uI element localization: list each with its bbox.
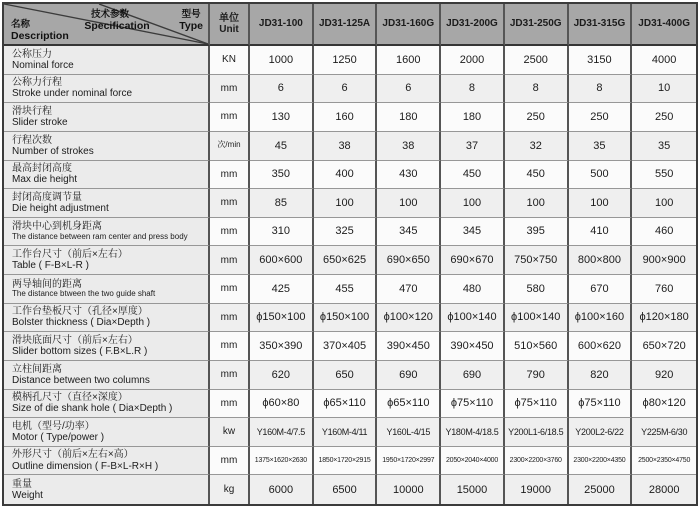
specification-label-en: Specification: [84, 20, 150, 32]
value-cell: 2500×2350×4750: [632, 447, 696, 476]
value-cell: 460: [632, 218, 696, 247]
value-cell: 250: [569, 103, 633, 132]
value-cell: 900×900: [632, 246, 696, 275]
row-label-en: The distance between ram center and press body: [12, 231, 188, 241]
value-cell: 2050×2040×4000: [441, 447, 505, 476]
value-cell: 6000: [250, 475, 314, 504]
row-label-cell: [4, 275, 210, 304]
row-label-en: Number of strokes: [12, 145, 94, 157]
description-label-cn: 名称: [11, 19, 31, 30]
value-cell: 510×560: [505, 332, 569, 361]
value-cell: 690×650: [377, 246, 441, 275]
unit-cell: kg: [210, 475, 250, 504]
row-label-cn: 外形尺寸（前后×左右×高）: [12, 449, 134, 461]
value-cell: Y200L1-6/18.5: [505, 418, 569, 447]
value-cell: 450: [441, 161, 505, 190]
value-cell: 920: [632, 361, 696, 390]
row-label-cell: [4, 332, 210, 361]
value-cell: 8: [569, 75, 633, 104]
row-label-en: Table ( F-B×L-R ): [12, 260, 89, 272]
value-cell: 32: [505, 132, 569, 161]
unit-cell: mm: [210, 103, 250, 132]
row-label-en: Die height adjustment: [12, 202, 109, 214]
spec-table: [2, 2, 698, 506]
model-header-jd31-200g: JD31-200G: [441, 4, 505, 46]
type-label-cn: 型号: [181, 9, 201, 20]
value-cell: 400: [314, 161, 378, 190]
unit-cell: mm: [210, 75, 250, 104]
row-label-cell: [4, 161, 210, 190]
value-cell: 100: [314, 189, 378, 218]
corner-header-cell: [4, 4, 210, 46]
value-cell: ϕ100×140: [505, 304, 569, 333]
row-label-cell: [4, 132, 210, 161]
corner-label-type: [179, 6, 203, 32]
value-cell: 345: [441, 218, 505, 247]
value-cell: 19000: [505, 475, 569, 504]
model-header-jd31-160g: JD31-160G: [377, 4, 441, 46]
value-cell: 100: [441, 189, 505, 218]
unit-cell: mm: [210, 246, 250, 275]
value-cell: 2300×2200×3760: [505, 447, 569, 476]
value-cell: 35: [569, 132, 633, 161]
row-label-cn: 两导轴间的距离: [12, 278, 82, 290]
value-cell: ϕ100×140: [441, 304, 505, 333]
value-cell: 450: [505, 161, 569, 190]
value-cell: 100: [505, 189, 569, 218]
value-cell: ϕ75×110: [505, 390, 569, 419]
value-cell: 8: [441, 75, 505, 104]
row-label-en: Max die height: [12, 174, 78, 186]
description-label-en: Description: [11, 30, 69, 42]
model-header-jd31-250g: JD31-250G: [505, 4, 569, 46]
row-label-en: Bolster thickness ( Dia×Depth ): [12, 317, 151, 329]
value-cell: 550: [632, 161, 696, 190]
value-cell: 100: [632, 189, 696, 218]
value-cell: 650×625: [314, 246, 378, 275]
row-label-cell: [4, 75, 210, 104]
row-label-en: Outline dimension ( F-B×L-R×H ): [12, 460, 159, 472]
row-label-en: The distance btween the two guide shaft: [12, 288, 156, 298]
row-label-cell: [4, 361, 210, 390]
value-cell: ϕ65×110: [314, 390, 378, 419]
row-label-en: Size of die shank hole ( Dia×Depth ): [12, 403, 173, 415]
unit-cell: mm: [210, 390, 250, 419]
value-cell: ϕ100×120: [377, 304, 441, 333]
value-cell: 1375×1620×2630: [250, 447, 314, 476]
value-cell: 410: [569, 218, 633, 247]
value-cell: 250: [632, 103, 696, 132]
model-header-jd31-400g: JD31-400G: [632, 4, 696, 46]
value-cell: 6500: [314, 475, 378, 504]
row-label-en: Distance between two columns: [12, 374, 150, 386]
value-cell: ϕ100×160: [569, 304, 633, 333]
value-cell: 350: [250, 161, 314, 190]
row-label-cn: 滑块底面尺寸（前后×左右）: [12, 334, 138, 346]
unit-header-cn: 单位: [219, 12, 239, 24]
row-label-en: Slider bottom sizes ( F.B×L.R ): [12, 346, 148, 358]
value-cell: 455: [314, 275, 378, 304]
value-cell: 1950×1720×2997: [377, 447, 441, 476]
row-label-cn: 模柄孔尺寸（直径×深度）: [12, 392, 128, 404]
model-header-jd31-125a: JD31-125A: [314, 4, 378, 46]
value-cell: 250: [505, 103, 569, 132]
row-label-cn: 行程次数: [12, 134, 52, 146]
row-label-cell: [4, 189, 210, 218]
value-cell: Y225M-6/30: [632, 418, 696, 447]
row-label-en: Stroke under nominal force: [12, 88, 133, 100]
value-cell: 690×670: [441, 246, 505, 275]
value-cell: 1850×1720×2915: [314, 447, 378, 476]
unit-cell: KN: [210, 46, 250, 75]
value-cell: ϕ60×80: [250, 390, 314, 419]
unit-cell: kw: [210, 418, 250, 447]
row-label-cn: 重量: [12, 478, 32, 490]
value-cell: 1600: [377, 46, 441, 75]
value-cell: 6: [314, 75, 378, 104]
row-label-cn: 立柱间距离: [12, 363, 62, 375]
unit-cell: mm: [210, 447, 250, 476]
unit-column-header: [210, 4, 250, 46]
value-cell: 4000: [632, 46, 696, 75]
row-label-cell: [4, 447, 210, 476]
value-cell: 180: [441, 103, 505, 132]
value-cell: 390×450: [441, 332, 505, 361]
value-cell: Y160L-4/15: [377, 418, 441, 447]
row-label-cell: [4, 103, 210, 132]
value-cell: 350×390: [250, 332, 314, 361]
unit-cell: mm: [210, 189, 250, 218]
value-cell: 760: [632, 275, 696, 304]
unit-cell: mm: [210, 218, 250, 247]
value-cell: 2300×2200×4350: [569, 447, 633, 476]
value-cell: 180: [377, 103, 441, 132]
value-cell: 130: [250, 103, 314, 132]
value-cell: 600×600: [250, 246, 314, 275]
row-label-en: Nominal force: [12, 59, 74, 71]
value-cell: 3150: [569, 46, 633, 75]
value-cell: Y160M-4/11: [314, 418, 378, 447]
value-cell: 800×800: [569, 246, 633, 275]
specification-label-cn: 技术参数: [90, 9, 129, 20]
value-cell: 750×750: [505, 246, 569, 275]
unit-cell: mm: [210, 161, 250, 190]
value-cell: ϕ120×180: [632, 304, 696, 333]
unit-cell: mm: [210, 361, 250, 390]
value-cell: 820: [569, 361, 633, 390]
value-cell: 160: [314, 103, 378, 132]
row-label-en: Slider stroke: [12, 117, 68, 129]
unit-cell: 次/min: [210, 132, 250, 161]
row-label-cn: 公称压力: [12, 48, 52, 60]
row-label-cell: [4, 304, 210, 333]
value-cell: 390×450: [377, 332, 441, 361]
value-cell: 100: [569, 189, 633, 218]
value-cell: 25000: [569, 475, 633, 504]
value-cell: 6: [250, 75, 314, 104]
corner-label-description: [11, 16, 69, 42]
value-cell: 650: [314, 361, 378, 390]
value-cell: 1250: [314, 46, 378, 75]
value-cell: 790: [505, 361, 569, 390]
value-cell: ϕ75×110: [569, 390, 633, 419]
value-cell: 35: [632, 132, 696, 161]
value-cell: 2500: [505, 46, 569, 75]
value-cell: Y200L2-6/22: [569, 418, 633, 447]
row-label-cell: [4, 475, 210, 504]
value-cell: 690: [441, 361, 505, 390]
value-cell: 690: [377, 361, 441, 390]
value-cell: 2000: [441, 46, 505, 75]
model-header-jd31-315g: JD31-315G: [569, 4, 633, 46]
unit-header-en: Unit: [219, 24, 239, 35]
row-label-cell: [4, 246, 210, 275]
value-cell: 310: [250, 218, 314, 247]
row-label-cn: 最高封闭高度: [12, 163, 72, 175]
row-label-cell: [4, 218, 210, 247]
value-cell: ϕ150×100: [250, 304, 314, 333]
value-cell: 470: [377, 275, 441, 304]
value-cell: 8: [505, 75, 569, 104]
row-label-en: Motor ( Type/power ): [12, 431, 105, 443]
unit-cell: mm: [210, 275, 250, 304]
corner-label-specification: [62, 6, 158, 32]
row-label-cn: 公称力行程: [12, 77, 62, 89]
value-cell: 650×720: [632, 332, 696, 361]
value-cell: 6: [377, 75, 441, 104]
row-label-cn: 滑块中心到机身距离: [12, 221, 102, 233]
value-cell: 580: [505, 275, 569, 304]
value-cell: 85: [250, 189, 314, 218]
value-cell: 430: [377, 161, 441, 190]
value-cell: 325: [314, 218, 378, 247]
value-cell: 370×405: [314, 332, 378, 361]
unit-cell: mm: [210, 304, 250, 333]
value-cell: 500: [569, 161, 633, 190]
value-cell: 395: [505, 218, 569, 247]
value-cell: 28000: [632, 475, 696, 504]
row-label-cn: 工作台尺寸（前后×左右）: [12, 249, 128, 260]
row-label-cn: 封闭高度调节量: [12, 191, 82, 203]
value-cell: 37: [441, 132, 505, 161]
value-cell: ϕ80×120: [632, 390, 696, 419]
row-label-cn: 电机（型号/功率）: [12, 420, 95, 432]
value-cell: 100: [377, 189, 441, 218]
value-cell: 1000: [250, 46, 314, 75]
value-cell: Y160M-4/7.5: [250, 418, 314, 447]
value-cell: Y180M-4/18.5: [441, 418, 505, 447]
value-cell: 620: [250, 361, 314, 390]
unit-cell: mm: [210, 332, 250, 361]
model-header-jd31-100: JD31-100: [250, 4, 314, 46]
row-label-cell: [4, 390, 210, 419]
value-cell: 345: [377, 218, 441, 247]
value-cell: 425: [250, 275, 314, 304]
value-cell: 480: [441, 275, 505, 304]
value-cell: 45: [250, 132, 314, 161]
row-label-en: Weight: [12, 489, 43, 501]
value-cell: 38: [377, 132, 441, 161]
row-label-cn: 滑块行程: [12, 105, 52, 117]
value-cell: ϕ75×110: [441, 390, 505, 419]
value-cell: 10000: [377, 475, 441, 504]
type-label-en: Type: [179, 20, 203, 32]
value-cell: ϕ65×110: [377, 390, 441, 419]
row-label-cell: [4, 418, 210, 447]
value-cell: ϕ150×100: [314, 304, 378, 333]
row-label-cn: 工作台垫板尺寸（孔径×厚度）: [12, 306, 148, 318]
value-cell: 670: [569, 275, 633, 304]
value-cell: 600×620: [569, 332, 633, 361]
row-label-cell: [4, 46, 210, 75]
value-cell: 38: [314, 132, 378, 161]
value-cell: 10: [632, 75, 696, 104]
value-cell: 15000: [441, 475, 505, 504]
